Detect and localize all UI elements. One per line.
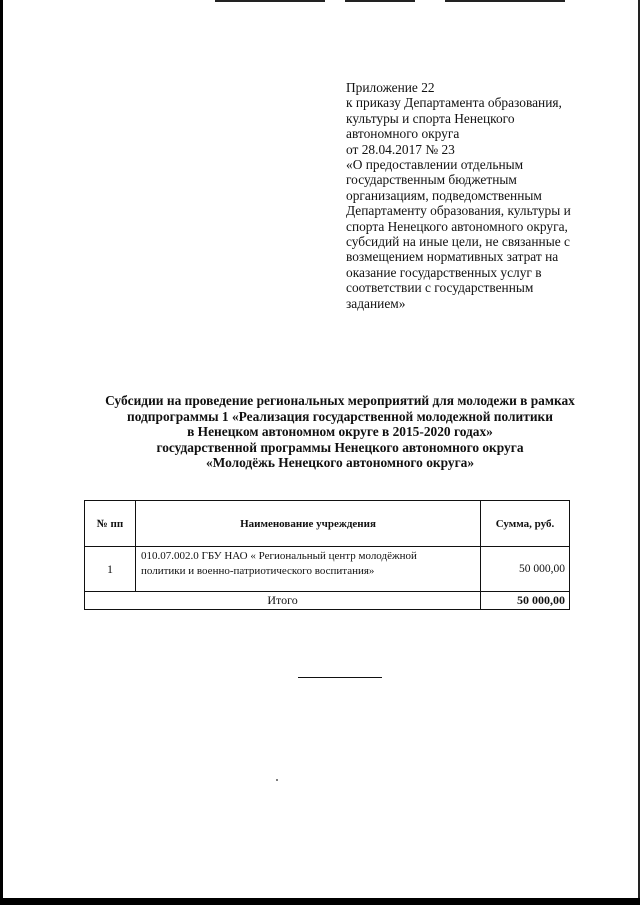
subsidy-table [84,500,570,610]
title-line: «Молодёжь Ненецкого автономного округа» [205,455,475,471]
row-name-line: 010.07.002.0 ГБУ НАО « Региональный центр молодёжной [141,550,417,562]
row-sum: 50 000,00 [481,547,570,592]
row-num: 1 [85,547,136,592]
total-label: Итого [85,592,481,610]
appendix-line: организациям, подведомственным [346,187,542,203]
scan-speck [276,779,278,781]
scan-edge-left [0,0,3,905]
header-name: Наименование учреждения [136,501,481,547]
appendix-line: оказание государственных услуг в [346,264,542,280]
appendix-line: государственным бюджетным [346,172,517,188]
title-line: государственной программы Ненецкого автономного округа [156,439,524,455]
appendix-line: заданием» [346,295,406,311]
title-line: подпрограммы 1 «Реализация государственной молодежной политики [127,408,553,424]
appendix-line: Департаменту образования, культуры и [346,203,571,219]
header-sum: Сумма, руб. [481,501,570,547]
scan-artifact-top [215,0,325,2]
table-row [85,547,570,592]
appendix-line: «О предоставлении отдельным [346,157,524,173]
end-of-document-rule [298,677,382,678]
appendix-line: к приказу Департамента образования, [346,95,562,111]
appendix-line: субсидий на иные цели, не связанные с [346,234,570,250]
table-total-row [85,592,570,610]
row-institution-name [136,547,481,592]
scan-artifact-top [345,0,415,2]
appendix-line: соответствии с государственным [346,280,534,296]
title-line: Субсидии на проведение региональных мероприятий для молодежи в рамках [105,393,575,408]
appendix-line: возмещением нормативных затрат на [346,249,559,265]
scan-edge-bottom [0,898,640,905]
document-title [60,393,620,471]
table-header-row [85,501,570,547]
row-name-line: политики и военно-патриотического воспитания» [141,565,375,577]
appendix-block [346,80,596,311]
appendix-line: Приложение 22 [346,80,435,95]
appendix-line: культуры и спорта Ненецкого [346,110,515,126]
title-line: в Ненецком автономном округе в 2015-2020 годах» [187,424,493,440]
appendix-line: спорта Ненецкого автономного округа, [346,218,568,234]
scan-artifact-top [445,0,565,2]
header-num: № пп [85,501,136,547]
total-sum: 50 000,00 [481,592,570,610]
appendix-line: от 28.04.2017 № 23 [346,141,455,157]
appendix-line: автономного округа [346,126,460,142]
